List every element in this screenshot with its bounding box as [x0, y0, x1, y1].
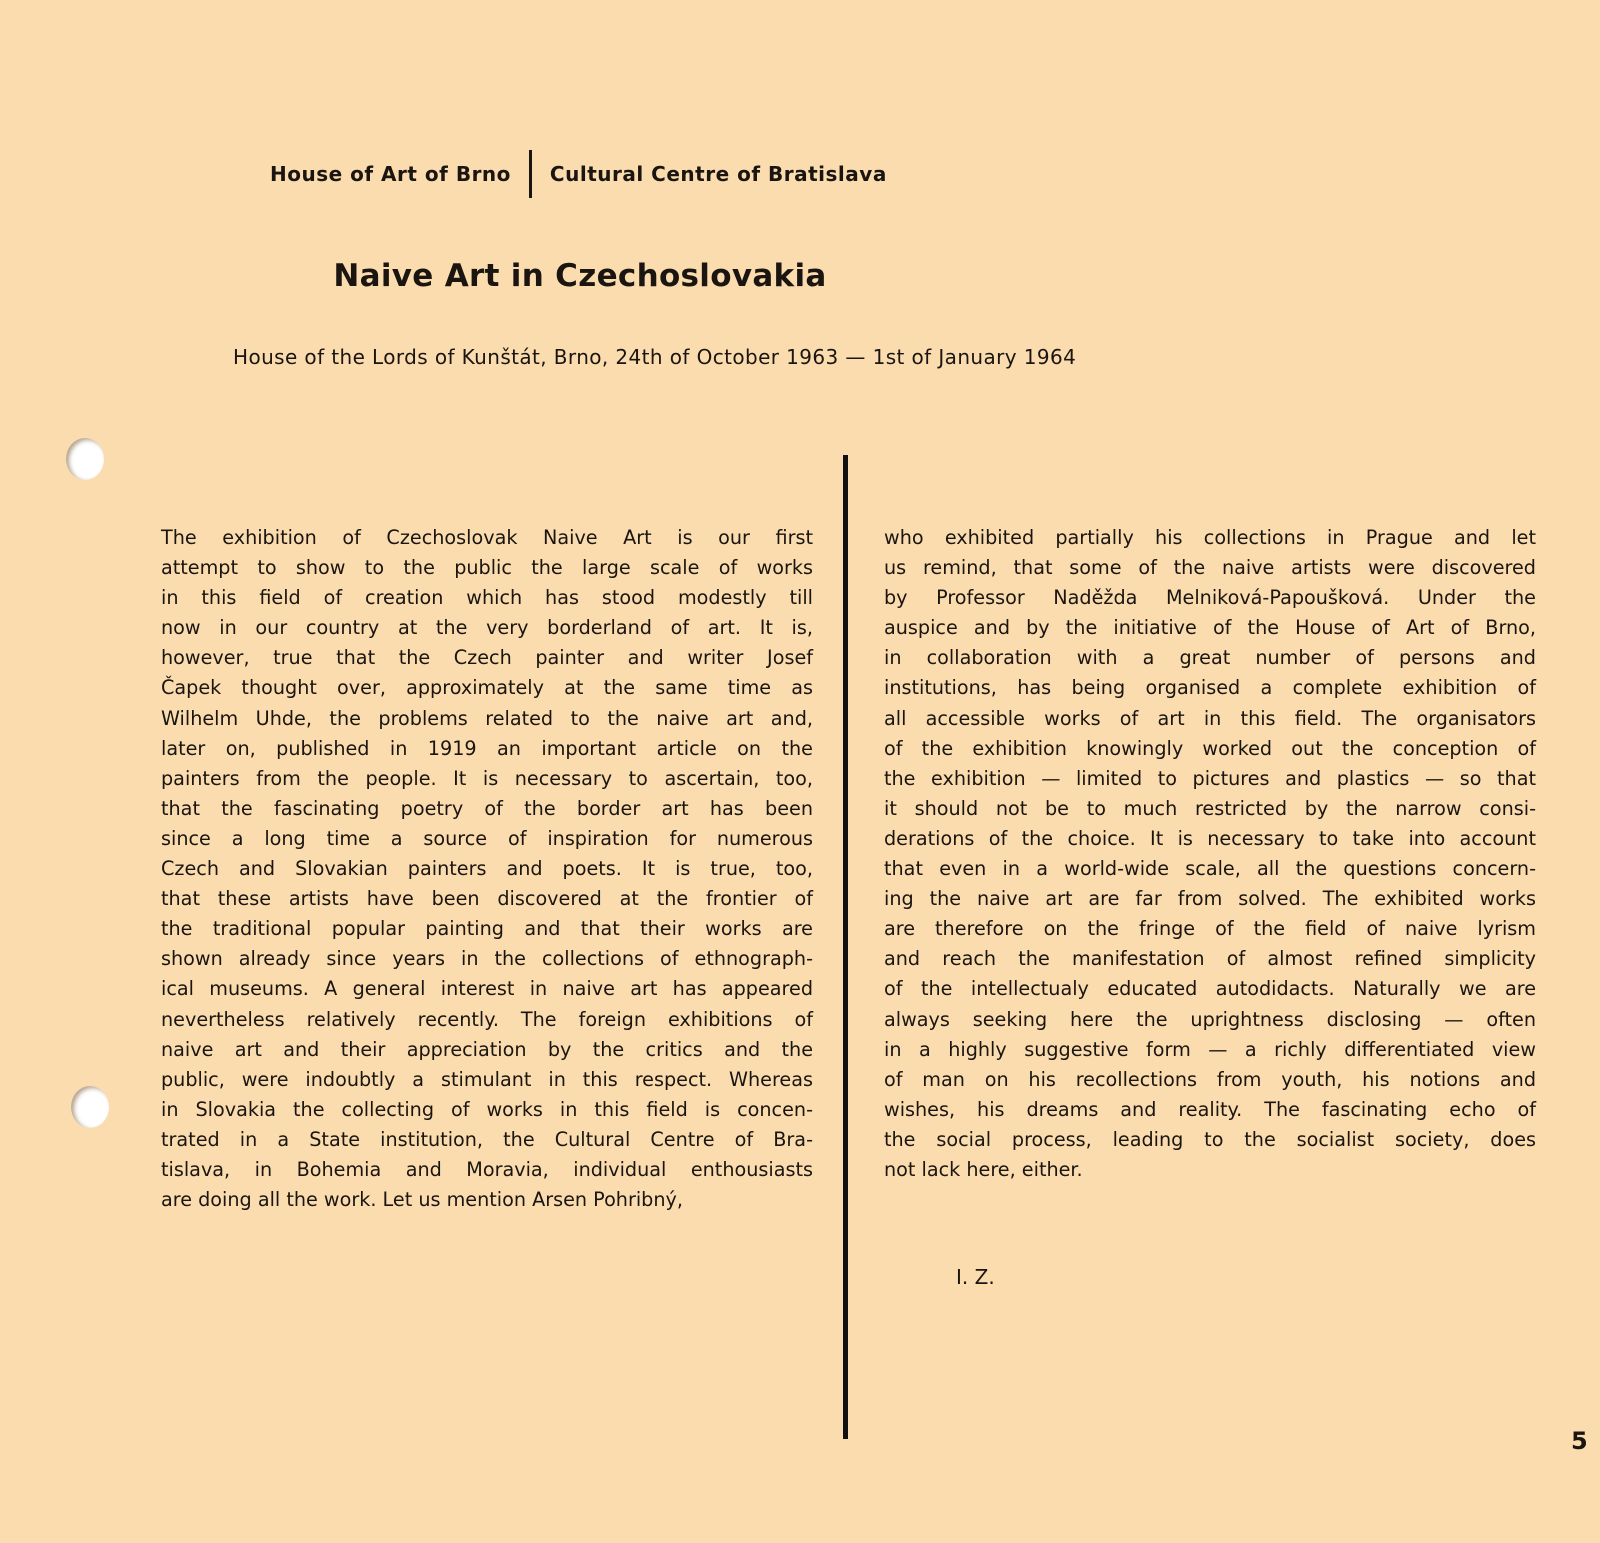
author-initials: I. Z.	[956, 1265, 995, 1289]
organizer-left: House of Art of Brno	[270, 162, 511, 186]
text-line: who exhibited partially his collections in Prague and let	[884, 526, 1536, 549]
text-line: however, true that the Czech painter and writer Josef	[161, 646, 813, 670]
page-number: 5	[1571, 1427, 1588, 1455]
text-line: in this field of creation which has stood modestly till	[161, 586, 813, 610]
text-line: always seeking here the uprightness disclosing — often	[884, 1007, 1536, 1031]
text-line: by Professor Naděžda Melniková-Papoušková. Under the	[884, 586, 1536, 610]
text-line: of the exhibition knowingly worked out the conception of	[884, 736, 1536, 760]
text-line: shown already since years in the collections of ethnograph-	[161, 947, 813, 971]
text-line: trated in a State institution, the Cultural Centre of Bra-	[161, 1127, 813, 1151]
text-line: of man on his recollections from youth, his notions and	[884, 1067, 1536, 1091]
text-line: wishes, his dreams and reality. The fascinating echo of	[884, 1097, 1536, 1121]
column-divider	[843, 455, 848, 1439]
text-line: in a highly suggestive form — a richly differentiated view	[884, 1037, 1536, 1061]
text-line: that even in a world-wide scale, all the questions concern-	[884, 857, 1536, 881]
text-line: in collaboration with a great number of persons and	[884, 646, 1536, 670]
text-line: The exhibition of Czechoslovak Naive Art is our first	[161, 526, 813, 549]
text-line: now in our country at the very borderland of art. It is,	[161, 616, 813, 640]
exhibition-venue-dates: House of the Lords of Kunštát, Brno, 24th of October 1963 — 1st of January 1964	[233, 345, 1077, 369]
text-line: nevertheless relatively recently. The foreign exhibitions of	[161, 1007, 813, 1031]
text-line: auspice and by the initiative of the House of Art of Brno,	[884, 616, 1536, 640]
text-line: ical museums. A general interest in naive art has appeared	[161, 977, 813, 1001]
text-line: not lack here, either.	[884, 1157, 1083, 1181]
text-line: Czech and Slovakian painters and poets. It is true, too,	[161, 857, 813, 881]
header-divider	[529, 150, 532, 198]
text-line: us remind, that some of the naive artists were discovered	[884, 556, 1536, 580]
text-line: since a long time a source of inspiration for numerous	[161, 826, 813, 850]
body-column-left	[161, 523, 813, 1215]
text-line: the exhibition — limited to pictures and plastics — so that	[884, 766, 1536, 790]
text-line: and reach the manifestation of almost refined simplicity	[884, 947, 1536, 971]
text-line: attempt to show to the public the large scale of works	[161, 556, 813, 580]
text-line: that these artists have been discovered at the frontier of	[161, 887, 813, 911]
text-line: naive art and their appreciation by the critics and the	[161, 1037, 813, 1061]
body-column-right	[884, 523, 1536, 1185]
page-title: Naive Art in Czechoslovakia	[333, 258, 827, 294]
text-line: it should not be to much restricted by the narrow consi-	[884, 796, 1536, 820]
text-line: the traditional popular painting and that their works are	[161, 917, 813, 941]
text-line: painters from the people. It is necessary to ascertain, too,	[161, 766, 813, 790]
organizer-right: Cultural Centre of Bratislava	[549, 162, 887, 186]
text-line: tislava, in Bohemia and Moravia, individual enthousiasts	[161, 1157, 813, 1181]
punch-hole-top	[66, 438, 104, 480]
text-line: Wilhelm Uhde, the problems related to the naive art and,	[161, 706, 813, 730]
text-line: institutions, has being organised a complete exhibition of	[884, 676, 1536, 700]
text-line: public, were indoubtly a stimulant in this respect. Whereas	[161, 1067, 813, 1091]
organizers-header	[270, 150, 960, 198]
text-line: in Slovakia the collecting of works in this field is concen-	[161, 1097, 813, 1121]
text-line: later on, published in 1919 an important article on the	[161, 736, 813, 760]
text-line: the social process, leading to the socialist society, does	[884, 1127, 1536, 1151]
text-line: derations of the choice. It is necessary to take into account	[884, 826, 1536, 850]
text-line: are doing all the work. Let us mention Arsen Pohribný,	[161, 1188, 683, 1212]
text-line: all accessible works of art in this field. The organisators	[884, 706, 1536, 730]
text-line: Čapek thought over, approximately at the same time as	[161, 676, 813, 700]
text-line: are therefore on the fringe of the field of naive lyrism	[884, 917, 1536, 941]
punch-hole-bottom	[71, 1086, 109, 1128]
text-line: of the intellectualy educated autodidacts. Naturally we are	[884, 977, 1536, 1001]
text-line: that the fascinating poetry of the border art has been	[161, 796, 813, 820]
text-line: ing the naive art are far from solved. The exhibited works	[884, 887, 1536, 911]
